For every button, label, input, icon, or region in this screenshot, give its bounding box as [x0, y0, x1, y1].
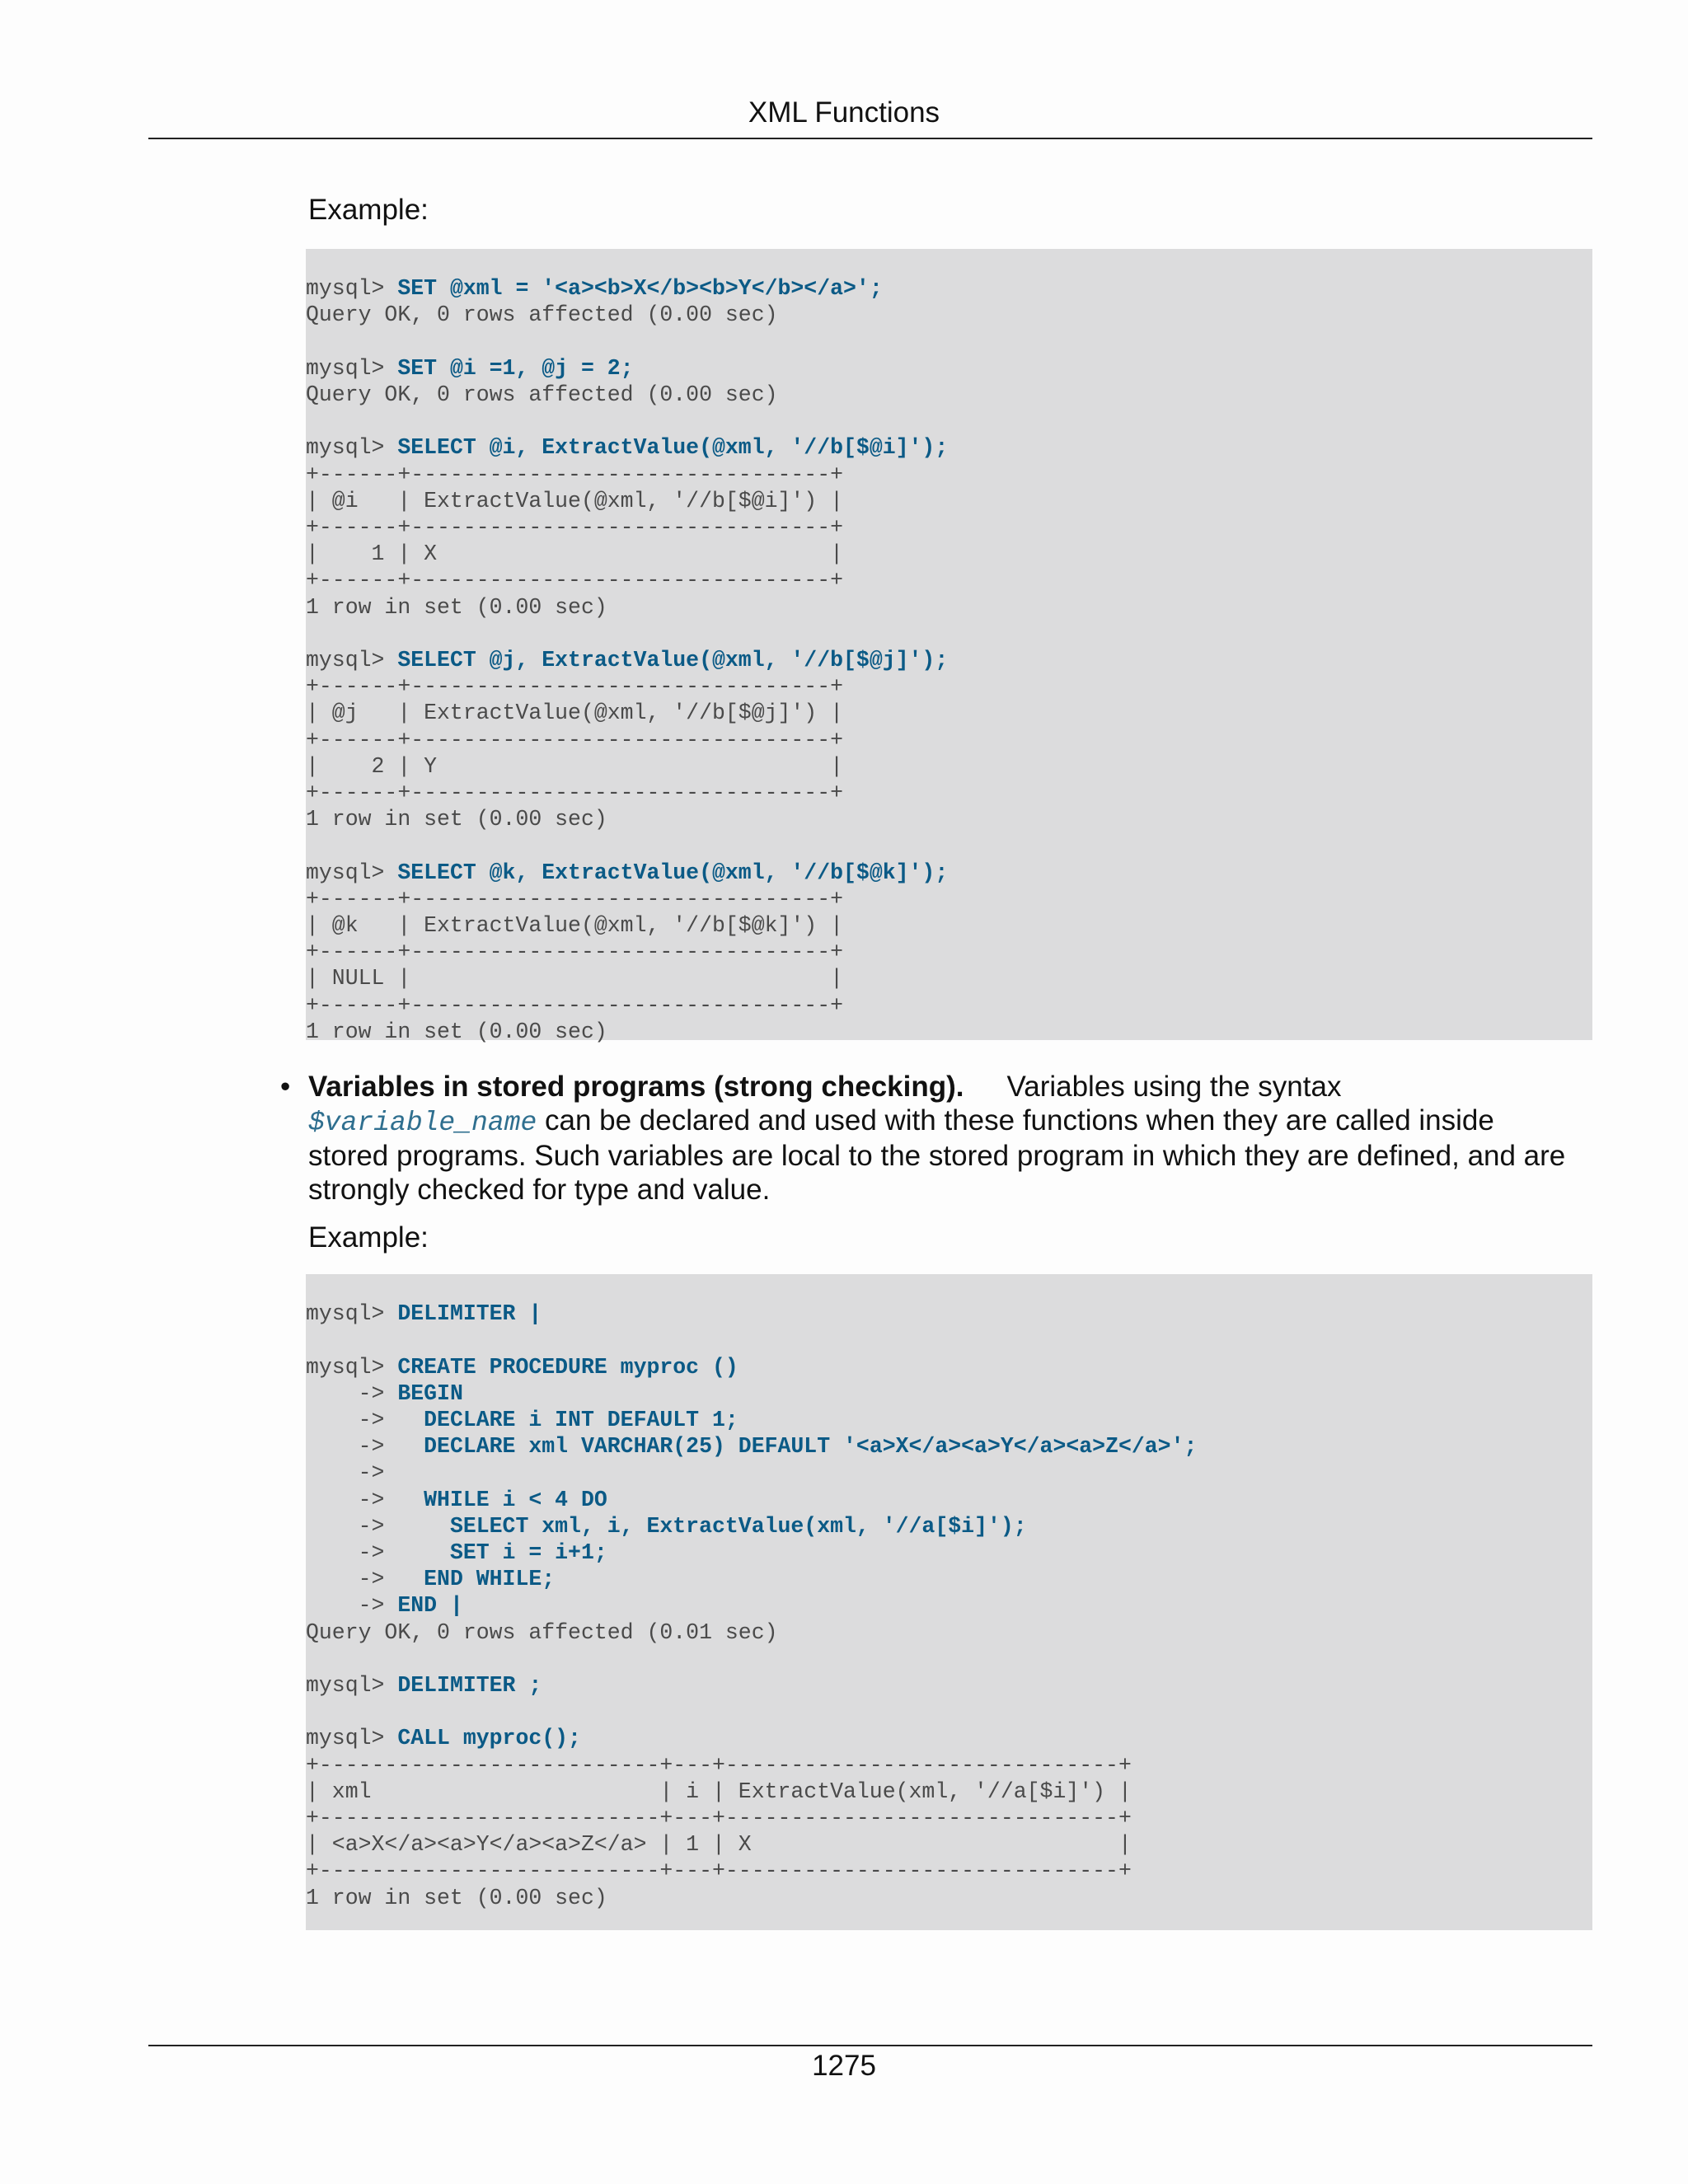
code-line	[306, 1805, 1592, 1831]
code-command: SELECT xml, i, ExtractValue(xml, '//a[$i]');	[397, 1513, 1027, 1539]
code-line	[306, 1327, 1592, 1353]
bullet-text-before: Variables using the syntax	[1006, 1071, 1342, 1103]
code-line	[306, 806, 1592, 832]
code-output: +------+--------------------------------+	[306, 992, 844, 1018]
code-command: CREATE PROCEDURE myproc ()	[397, 1354, 738, 1380]
code-prompt: ->	[306, 1513, 398, 1539]
code-line	[306, 1646, 1592, 1672]
code-line	[306, 1911, 1592, 1938]
code-prompt: mysql>	[306, 1726, 398, 1751]
code-prompt: mysql>	[306, 276, 398, 302]
code-block-1	[306, 249, 1592, 1044]
code-line	[306, 1779, 1592, 1805]
code-line	[306, 965, 1592, 991]
code-prompt: mysql>	[306, 435, 398, 461]
code-line	[306, 700, 1592, 726]
example-label: Example:	[308, 194, 429, 226]
code-command: CALL myproc();	[397, 1726, 581, 1751]
code-line	[306, 780, 1592, 806]
code-line	[306, 992, 1592, 1019]
code-line	[306, 647, 1592, 673]
code-output: +------+--------------------------------+	[306, 780, 844, 806]
code-line	[306, 673, 1592, 700]
code-line	[306, 621, 1592, 647]
code-block-2	[306, 1274, 1592, 1930]
code-output: +------+--------------------------------+	[306, 727, 844, 752]
code-output: +--------------------------+---+------------------------------+	[306, 1806, 1132, 1831]
code-prompt: ->	[306, 1540, 398, 1566]
code-prompt: mysql>	[306, 1673, 398, 1699]
code-output: +--------------------------+---+------------------------------+	[306, 1752, 1132, 1778]
code-line	[306, 1460, 1592, 1486]
code-line	[306, 275, 1592, 302]
code-prompt: ->	[306, 1567, 398, 1592]
code-command: END |	[397, 1593, 463, 1619]
code-line	[306, 1725, 1592, 1751]
code-prompt: ->	[306, 1408, 398, 1433]
code-prompt: mysql>	[306, 648, 398, 673]
code-line	[306, 1566, 1592, 1592]
code-line	[306, 408, 1592, 434]
code-line	[306, 249, 1592, 275]
code-command: SET @xml = '<a><b>X</b><b>Y</b></a>';	[397, 276, 883, 302]
code-prompt: mysql>	[306, 1354, 398, 1380]
code-line	[306, 832, 1592, 859]
footer-rule	[148, 2045, 1592, 2046]
code-line	[306, 1540, 1592, 1566]
code-line	[306, 1380, 1592, 1407]
code-command: SELECT @j, ExtractValue(@xml, '//b[$@j]');	[397, 648, 949, 673]
code-line	[306, 1019, 1592, 1045]
code-output: | @j | ExtractValue(@xml, '//b[$@j]') |	[306, 701, 844, 726]
code-line	[306, 1831, 1592, 1858]
code-line	[306, 860, 1592, 886]
code-output: Query OK, 0 rows affected (0.00 sec)	[306, 302, 778, 328]
code-output: +------+--------------------------------+	[306, 462, 844, 487]
code-output: +------+--------------------------------+	[306, 515, 844, 541]
code-output: Query OK, 0 rows affected (0.00 sec)	[306, 382, 778, 408]
code-prompt: ->	[306, 1593, 398, 1619]
code-prompt: ->	[306, 1380, 398, 1406]
code-command: DELIMITER ;	[397, 1673, 542, 1699]
code-line	[306, 434, 1592, 461]
page-number: 1275	[812, 2050, 876, 2082]
code-output: | xml | i | ExtractValue(xml, '//a[$i]') |	[306, 1779, 1132, 1804]
code-line	[306, 912, 1592, 939]
variable-name-code: $variable_name	[308, 1107, 537, 1138]
code-line	[306, 727, 1592, 753]
code-line	[306, 462, 1592, 488]
code-line	[306, 1274, 1592, 1301]
code-output: +------+--------------------------------+	[306, 568, 844, 593]
code-command: DECLARE xml VARCHAR(25) DEFAULT '<a>X</a><a>Y</a><a>Z</a>';	[397, 1434, 1198, 1460]
code-output: +------+--------------------------------+	[306, 886, 844, 912]
code-line	[306, 488, 1592, 514]
code-command: WHILE i < 4 DO	[397, 1487, 607, 1512]
code-prompt: ->	[306, 1434, 398, 1460]
code-command: SET @i =1, @j = 2;	[397, 355, 634, 381]
code-prompt: mysql>	[306, 355, 398, 381]
code-output: 1 row in set (0.00 sec)	[306, 594, 607, 620]
code-line	[306, 594, 1592, 621]
code-command: SELECT @i, ExtractValue(@xml, '//b[$@i]');	[397, 435, 949, 461]
code-command: SET i = i+1;	[397, 1540, 607, 1566]
code-line	[306, 1752, 1592, 1779]
bullet-marker: •	[280, 1071, 291, 1103]
code-listing-1	[306, 249, 1592, 1045]
code-prompt: ->	[306, 1487, 398, 1512]
code-line	[306, 1513, 1592, 1540]
code-line	[306, 1672, 1592, 1699]
code-line	[306, 302, 1592, 328]
code-listing-2	[306, 1274, 1592, 1938]
code-line	[306, 329, 1592, 355]
code-line	[306, 1407, 1592, 1433]
code-line	[306, 1487, 1592, 1513]
code-line	[306, 753, 1592, 780]
code-prompt: mysql>	[306, 1301, 398, 1327]
code-line	[306, 1354, 1592, 1380]
code-line	[306, 355, 1592, 382]
code-command: END WHILE;	[397, 1567, 556, 1592]
code-line	[306, 567, 1592, 593]
code-line	[306, 1592, 1592, 1619]
code-output: | 1 | X |	[306, 541, 844, 567]
code-line	[306, 1885, 1592, 1911]
code-command: DECLARE i INT DEFAULT 1;	[397, 1408, 738, 1433]
code-output: | NULL | |	[306, 966, 844, 991]
code-command: DELIMITER |	[397, 1301, 542, 1327]
code-output: Query OK, 0 rows affected (0.01 sec)	[306, 1619, 778, 1645]
example-label-2: Example:	[308, 1221, 429, 1254]
page-header-title: XML Functions	[748, 96, 940, 129]
code-command: SELECT @k, ExtractValue(@xml, '//b[$@k]');	[397, 860, 949, 885]
bullet-paragraph	[308, 1071, 1578, 1207]
code-line	[306, 886, 1592, 912]
code-output: +------+--------------------------------+	[306, 674, 844, 700]
code-output: 1 row in set (0.00 sec)	[306, 1019, 607, 1044]
code-output: | 2 | Y |	[306, 753, 844, 779]
code-command: BEGIN	[397, 1380, 463, 1406]
code-line	[306, 514, 1592, 541]
bullet-text-after: can be declared and used with these functions when they are called inside stored programs. Such variables are local to the stored program in which they are defined, and are strongly checked for type and value.	[308, 1104, 1566, 1206]
code-output: | <a>X</a><a>Y</a><a>Z</a> | 1 | X |	[306, 1832, 1132, 1858]
code-prompt: ->	[306, 1460, 398, 1486]
code-line	[306, 541, 1592, 567]
code-prompt: mysql>	[306, 860, 398, 885]
code-output: | @k | ExtractValue(@xml, '//b[$@k]') |	[306, 913, 844, 939]
code-line	[306, 382, 1592, 408]
code-output: 1 row in set (0.00 sec)	[306, 807, 607, 832]
code-output: +------+--------------------------------+	[306, 940, 844, 965]
header-rule	[148, 138, 1592, 139]
code-line	[306, 939, 1592, 965]
code-output: +--------------------------+---+------------------------------+	[306, 1858, 1132, 1884]
code-line	[306, 1619, 1592, 1646]
bullet-lead: Variables in stored programs (strong checking).	[308, 1071, 964, 1103]
code-line	[306, 1858, 1592, 1884]
code-line	[306, 1301, 1592, 1327]
code-output: 1 row in set (0.00 sec)	[306, 1885, 607, 1910]
code-output: | @i | ExtractValue(@xml, '//b[$@i]') |	[306, 488, 844, 513]
code-line	[306, 1699, 1592, 1725]
code-line	[306, 1433, 1592, 1460]
